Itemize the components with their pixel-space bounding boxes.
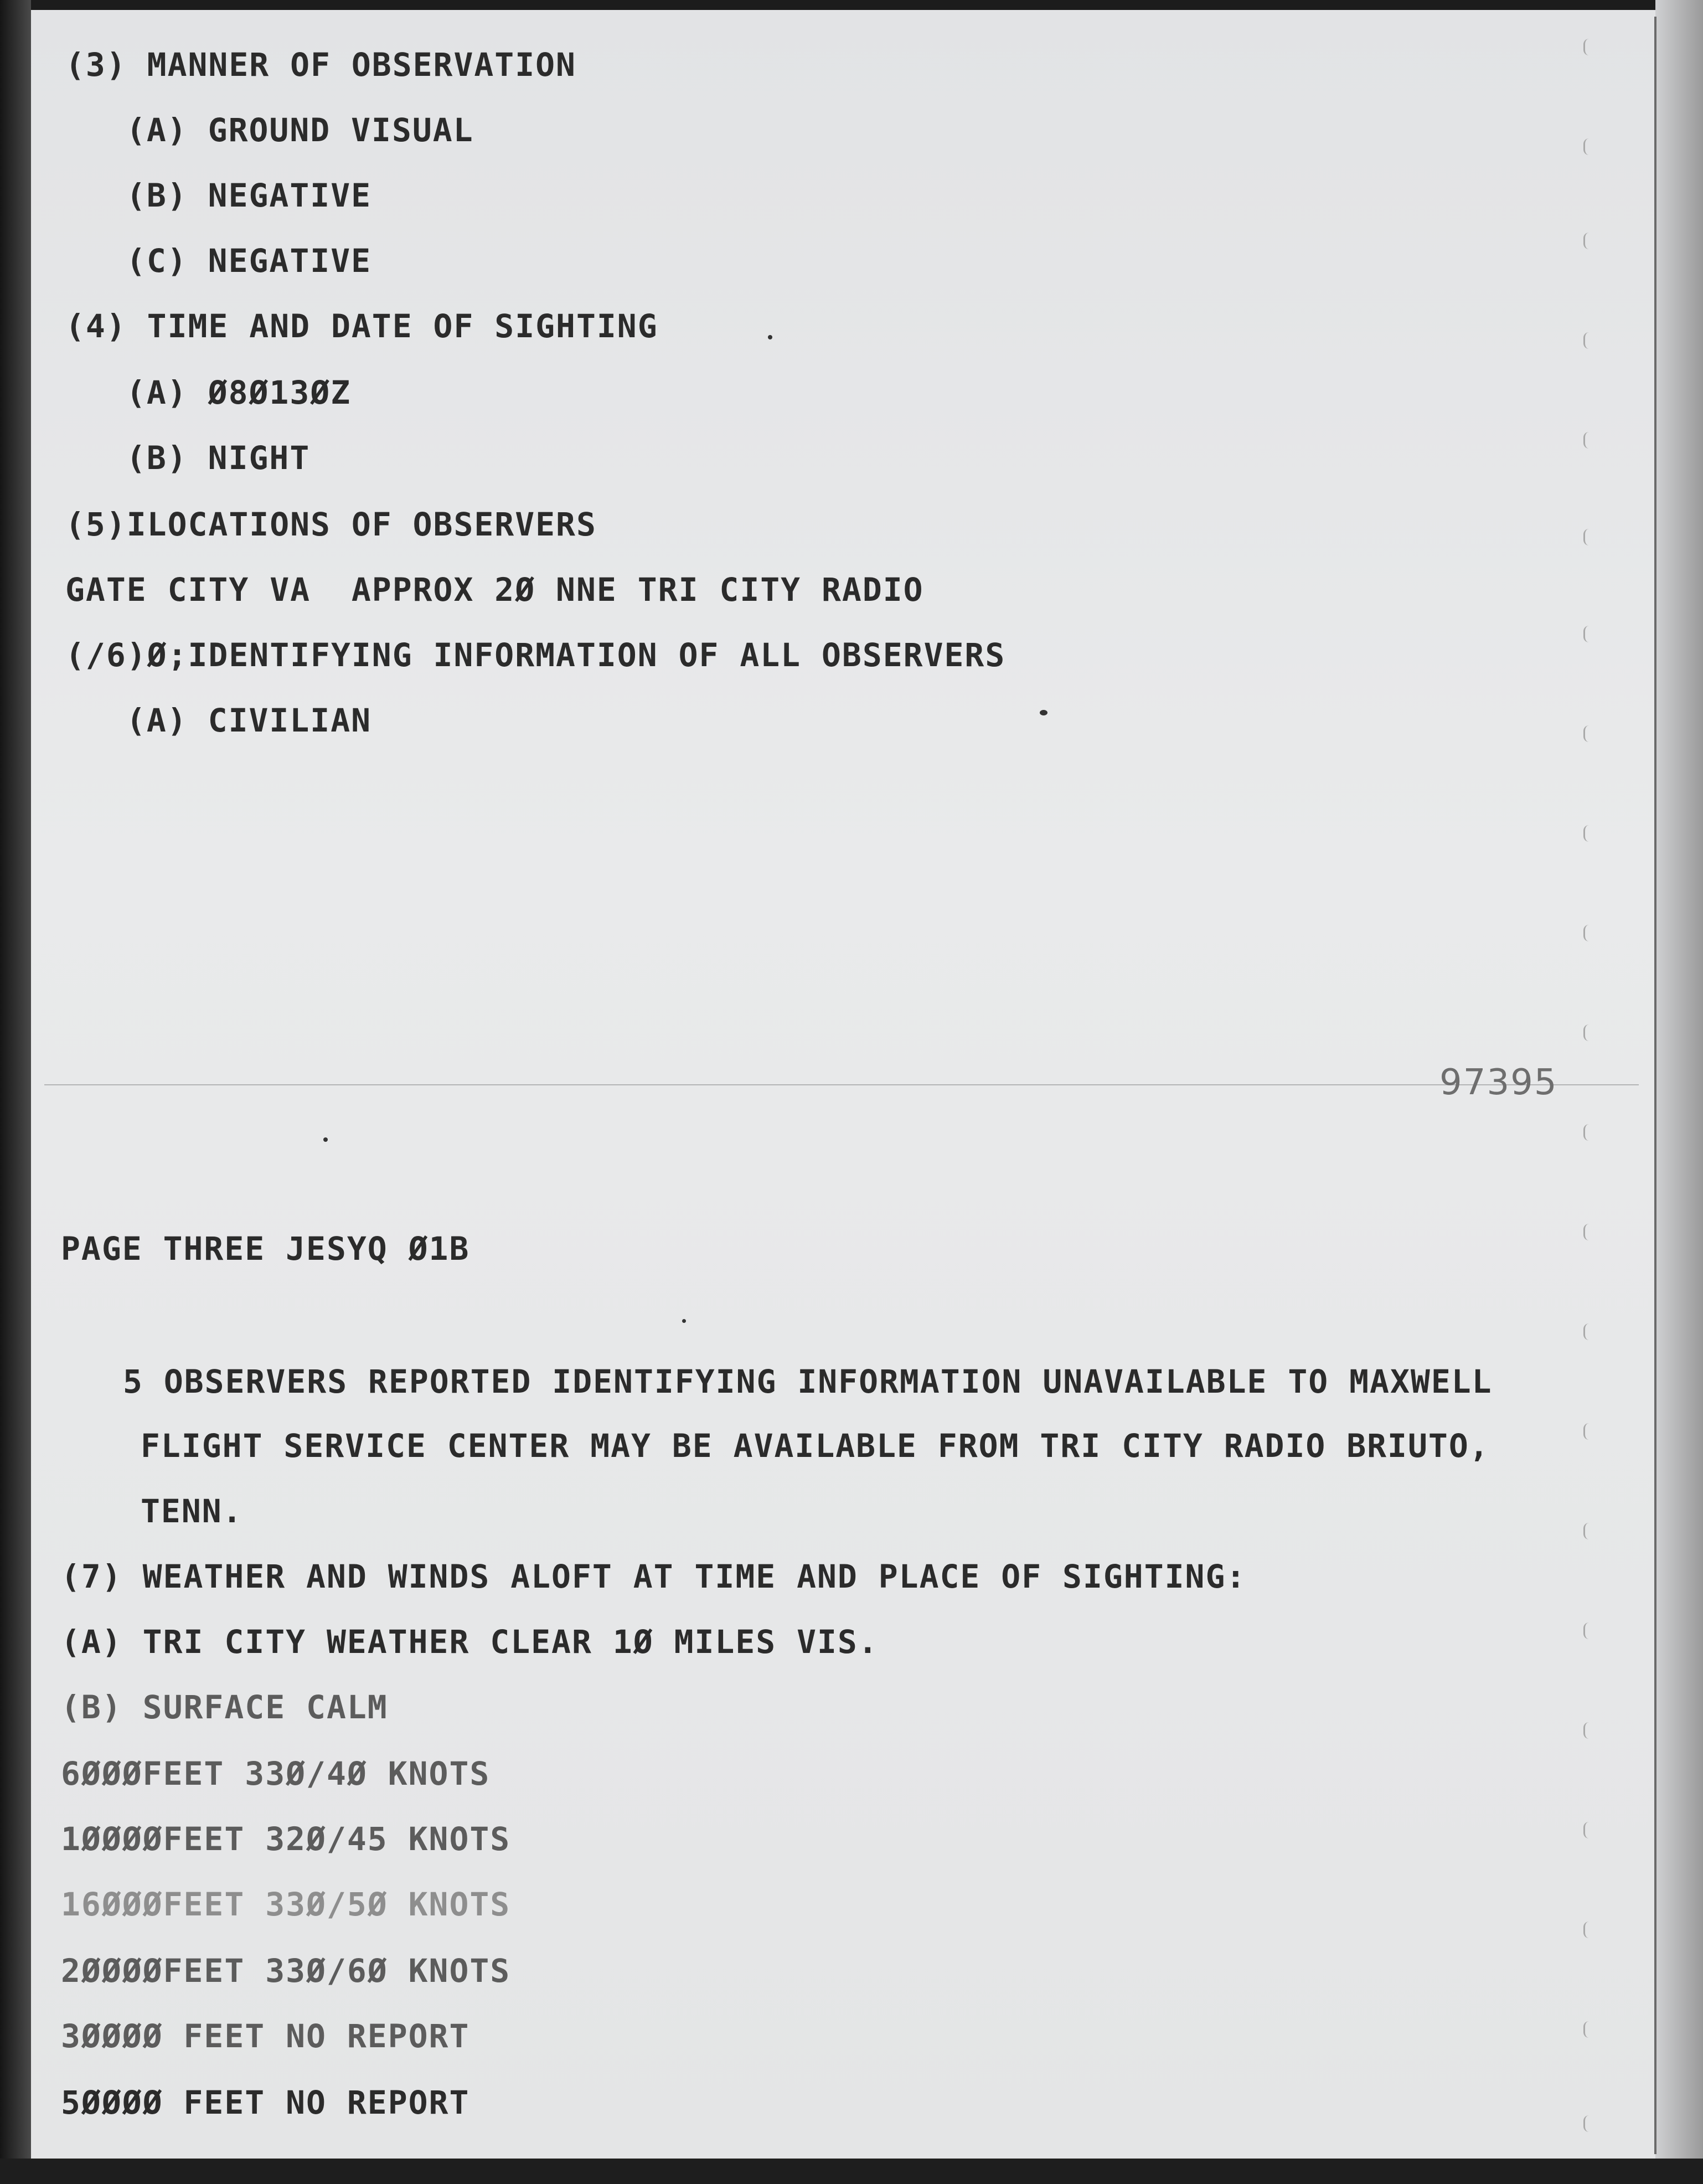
speck <box>323 1137 328 1142</box>
scan-bottom-border <box>0 2159 1703 2184</box>
winds-30000: 3ØØØØ FEET NO REPORT <box>61 2017 470 2055</box>
item-3b: (B) NEGATIVE <box>126 177 372 214</box>
speck <box>768 335 772 339</box>
margin-mark <box>1583 2115 1593 2132</box>
observer-note-line-3: TENN. <box>141 1492 243 1530</box>
margin-mark <box>1583 1124 1593 1141</box>
scan-right-border <box>1655 0 1703 2184</box>
item-3c: (C) NEGATIVE <box>126 242 372 280</box>
observer-note-line-2: FLIGHT SERVICE CENTER MAY BE AVAILABLE FROM TRI CITY RADIO BRIUTO, <box>141 1427 1490 1465</box>
section-3-heading: (3) MANNER OF OBSERVATION <box>65 46 576 84</box>
item-4a: (A) Ø8Ø13ØZ <box>126 374 352 411</box>
margin-mark <box>1583 825 1593 842</box>
margin-mark <box>1583 1024 1593 1041</box>
observer-note-line-1: 5 OBSERVERS REPORTED IDENTIFYING INFORMATION UNAVAILABLE TO MAXWELL <box>123 1363 1493 1400</box>
speck <box>682 1319 686 1323</box>
margin-mark <box>1583 1622 1593 1639</box>
section-5-heading: (5)ILOCATIONS OF OBSERVERS <box>65 506 597 543</box>
margin-mark <box>1583 1922 1593 1938</box>
speck <box>1040 710 1047 715</box>
margin-mark <box>1583 432 1593 449</box>
margin-mark <box>1583 2021 1593 2038</box>
margin-mark <box>1583 1323 1593 1340</box>
item-7a: (A) TRI CITY WEATHER CLEAR 1Ø MILES VIS. <box>61 1623 879 1661</box>
page-header: PAGE THREE JESYQ Ø1B <box>61 1230 470 1268</box>
margin-mark <box>1583 725 1593 742</box>
margin-mark <box>1583 1822 1593 1838</box>
winds-20000: 2ØØØØFEET 33Ø/6Ø KNOTS <box>61 1952 511 1990</box>
winds-6000: 6ØØØFEET 33Ø/4Ø KNOTS <box>61 1755 491 1792</box>
margin-mark <box>1583 529 1593 545</box>
margin-mark <box>1583 925 1593 941</box>
item-6a: (A) CIVILIAN <box>126 702 372 739</box>
margin-mark <box>1583 39 1593 55</box>
section-4-heading: (4) TIME AND DATE OF SIGHTING <box>65 307 658 345</box>
margin-mark <box>1583 138 1593 155</box>
margin-mark <box>1583 626 1593 642</box>
section-6-heading: (/6)Ø;IDENTIFYING INFORMATION OF ALL OBSERVERS <box>65 636 1006 674</box>
item-3a: (A) GROUND VISUAL <box>126 111 474 149</box>
item-7b: (B) SURFACE CALM <box>61 1688 388 1726</box>
margin-mark <box>1583 1423 1593 1440</box>
scan-left-border <box>0 0 31 2184</box>
margin-mark <box>1583 233 1593 249</box>
file-stamp-number: 97395 <box>1439 1062 1558 1103</box>
margin-mark <box>1583 1523 1593 1539</box>
margin-mark <box>1583 1722 1593 1739</box>
margin-mark <box>1583 1224 1593 1240</box>
margin-rule <box>1654 17 1656 2154</box>
page-fold-line <box>44 1084 1639 1085</box>
winds-50000: 5ØØØØ FEET NO REPORT <box>61 2084 470 2121</box>
observer-location: GATE CITY VA APPROX 2Ø NNE TRI CITY RADIO <box>65 571 924 609</box>
section-7-heading: (7) WEATHER AND WINDS ALOFT AT TIME AND PLACE OF SIGHTING: <box>61 1558 1247 1595</box>
item-4b: (B) NIGHT <box>126 439 311 477</box>
winds-16000: 16ØØØFEET 33Ø/5Ø KNOTS <box>61 1886 511 1923</box>
winds-10000: 1ØØØØFEET 32Ø/45 KNOTS <box>61 1820 511 1858</box>
margin-mark <box>1583 332 1593 349</box>
